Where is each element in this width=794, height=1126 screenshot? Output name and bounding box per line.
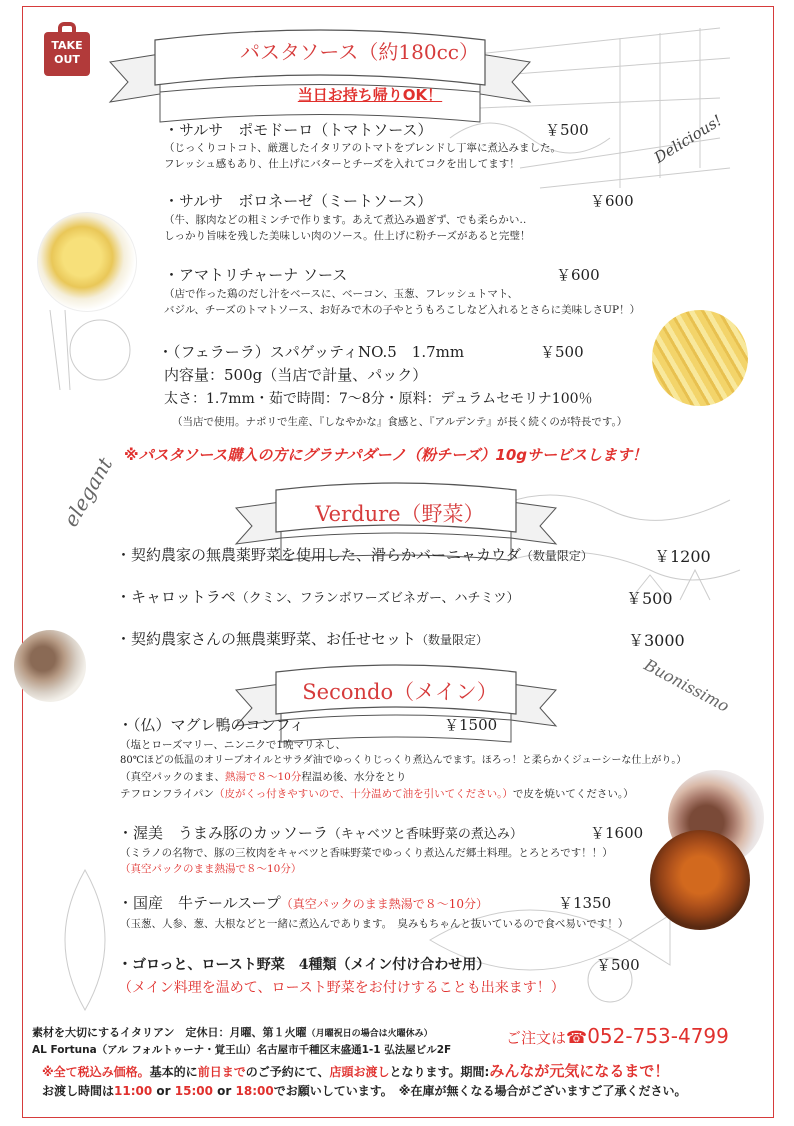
pasta-item-3-price: ￥600 <box>556 266 600 284</box>
spaghetti-photo <box>652 310 748 406</box>
pasta-item-4-desc: （当店で使用。ナポリで生産、『しなやかな』食感と、『アルデンテ』が長く続くのが特長です。） <box>172 416 628 428</box>
fish-sketch-left <box>40 860 130 1020</box>
footer-address: AL Fortuna（アル フォルトゥーナ・覚王山）名古屋市千種区末盛通1-1 弘法屋ビル2F <box>32 1044 452 1056</box>
takeout-label: TAKE OUT <box>44 32 90 76</box>
takeout-badge <box>44 22 90 76</box>
secondo-item-4-note: （メイン料理を温めて、ロースト野菜をお付けすることも出来ます！） <box>118 980 565 996</box>
delicious-scribble: Delicious! <box>651 111 726 167</box>
pasta-item-4-spec: 太さ：1.7mm・茹で時間：7～8分・原料：デュラムセモリナ100％ <box>164 391 593 407</box>
secondo-item-3-desc: （玉葱、人参、葱、大根などと一緒に煮込んであります。 臭みもちゃんと抜いているので食べ易いです！） <box>120 918 629 930</box>
footer-line-4: お渡し時間は11:00 or 15:00 or 18:00でお願いしています。 ※在庫が無くなる場合がございますご了承ください。 <box>42 1084 687 1098</box>
secondo-item-1-price: ￥1500 <box>444 716 498 734</box>
pasta-item-2-desc-2: しっかり旨味を残した美味しい肉のソース。仕上げに粉チーズがあると完璧！ <box>164 230 531 242</box>
verdure-item-3-price: ￥3000 <box>628 631 685 650</box>
pasta-item-1-price: ￥500 <box>545 121 589 139</box>
verdure-section-title: Verdure（野菜） <box>315 502 485 526</box>
verdure-item-1-price: ￥1200 <box>654 547 711 566</box>
secondo-item-2-name: ・渥美 うまみ豚のカッソーラ（キャベツと香味野菜の煮込み） <box>118 824 523 842</box>
order-phone: ご注文は☎052-753-4799 <box>506 1024 729 1048</box>
secondo-item-1-desc-1: （塩とローズマリー、ニンニクで1晩マリネし、 <box>120 739 346 751</box>
bagna-cauda-photo <box>14 630 86 702</box>
pasta-item-3-desc-1: （店で作った鶏のだし汁をベースに、ベーコン、玉葱、フレッシュトマト、 <box>164 288 518 300</box>
secondo-item-1-name: ・（仏）マグレ鴨のコンフィ <box>118 716 305 734</box>
secondo-item-3-price: ￥1350 <box>558 894 612 912</box>
pasta-item-1-desc-1: （じっくりコトコト、厳選したイタリアのトマトをブレンドし丁寧に煮込みました。 <box>164 142 561 154</box>
pasta-item-4-name: ・（フェラーラ）スパゲッティNO.5 1.7mm <box>158 343 465 361</box>
verdure-item-3-name: ・契約農家さんの無農薬野菜、お任せセット（数量限定） <box>116 630 489 648</box>
pasta-service-note: ※パスタソース購入の方にグラナパダーノ（粉チーズ）10gサービスします！ <box>124 446 648 464</box>
verdure-item-2-name: ・キャロットラペ（クミン、フランボワーズビネガー、ハチミツ） <box>116 588 520 606</box>
secondo-item-2-price: ￥1600 <box>590 824 644 842</box>
secondo-item-2-desc-1: （ミラノの名物で、豚の三枚肉をキャベツと香味野菜でゆっくり煮込んだ郷土料理。とろとろです！！） <box>120 847 613 859</box>
elegant-scribble: elegant <box>58 453 118 531</box>
pasta-subtitle: 当日お持ち帰りOK！ <box>297 86 443 104</box>
pasta-item-3-name: ・アマトリチャーナ ソース <box>164 266 348 284</box>
secondo-item-4-price: ￥500 <box>596 956 640 974</box>
pasta-item-1-name: ・サルサ ポモドーロ（トマトソース） <box>164 121 433 139</box>
phone-icon: ☎ <box>566 1028 588 1048</box>
pasta-item-1-desc-2: フレッシュ感もあり、仕上げにバターとチーズを入れてコクを出してます！ <box>164 158 520 170</box>
secondo-item-4-name: ・ゴロっと、ロースト野菜 4種類（メイン付け合わせ用） <box>118 957 491 973</box>
footer-line-3: ※全て税込み価格。基本的に前日までのご予約にて、店頭お渡しとなります。期間:みんなが元気になるまで！ <box>42 1062 670 1080</box>
verdure-item-1-name: ・契約農家の無農薬野菜を使用した、滑らかバーニャカウダ（数量限定） <box>116 546 593 564</box>
secondo-item-3-name: ・国産 牛テールスープ（真空パックのまま熱湯で８～10分） <box>118 894 489 912</box>
pasta-item-2-desc-1: （牛、豚肉などの粗ミンチで作ります。あえて煮込み過ぎず、でも柔らかい‥ <box>164 214 527 226</box>
cassoeula-photo <box>650 830 750 930</box>
pasta-item-3-desc-2: バジル、チーズのトマトソース、お好みで木の子やとうもろこしなど入れるとさらに美味しさUP！） <box>164 304 641 316</box>
footer-line-1: 素材を大切にするイタリアン 定休日：月曜、第１火曜（月曜祝日の場合は火曜休み） <box>32 1026 433 1039</box>
verdure-item-2-price: ￥500 <box>626 589 673 608</box>
secondo-section-title: Secondo（メイン） <box>302 680 498 704</box>
pasta-sauce-photo <box>37 212 137 312</box>
pasta-item-2-price: ￥600 <box>590 192 634 210</box>
secondo-item-1-desc-4: テフロンフライパン（皮がくっ付きやすいので、十分温めて油を引いてください。）で皮を焼いてください。） <box>120 788 634 800</box>
bag-handle-icon <box>58 22 76 32</box>
pasta-item-2-name: ・サルサ ボロネーゼ（ミートソース） <box>164 192 433 210</box>
secondo-item-1-desc-3: （真空パックのまま、熱湯で８～10分程温め後、水分をとり <box>120 771 407 783</box>
secondo-item-2-desc-2: （真空パックのまま熱湯で８～10分） <box>120 863 302 875</box>
pasta-section-title: パスタソース（約180cc） <box>240 40 479 64</box>
pasta-item-4-price: ￥500 <box>540 343 584 361</box>
pasta-item-4-content: 内容量：500g（当店で計量、パック） <box>164 366 428 384</box>
secondo-item-1-desc-2: 80℃ほどの低温のオリーブオイルとサラダ油でゆっくりじっくり煮込んでます。ほろっ！と柔らかくジューシーな仕上がり。） <box>120 755 687 766</box>
buono-scribble: Buonissimo <box>641 655 733 716</box>
